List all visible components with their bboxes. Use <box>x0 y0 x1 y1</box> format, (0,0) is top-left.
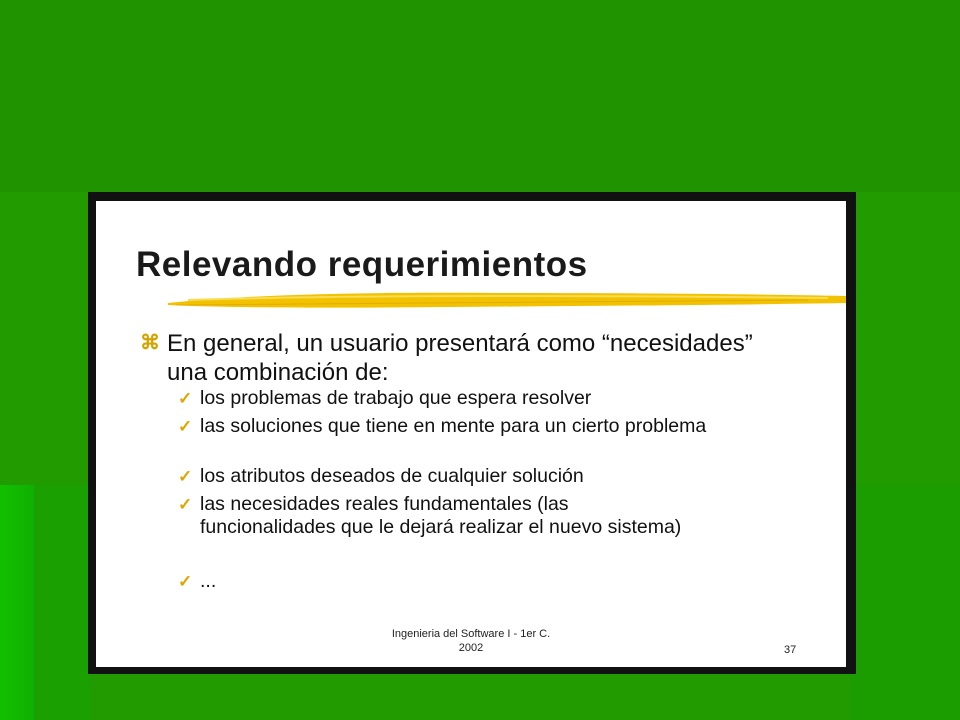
background-right-panel <box>850 485 960 720</box>
command-symbol-icon: ⌘ <box>140 332 160 354</box>
checkmark-icon: ✓ <box>178 495 193 514</box>
intro-text: En general, un usuario presentará como “necesidades” una combinación de: <box>167 330 753 386</box>
embedded-slide <box>96 201 846 667</box>
checkmark-icon: ✓ <box>178 467 193 486</box>
slide-footer <box>346 627 596 655</box>
background-left-strip <box>0 485 34 720</box>
yellow-brush-stroke-icon <box>168 287 846 311</box>
list-item-text: las soluciones que tiene en mente para un cierto problema <box>200 415 707 437</box>
footer-year: 2002 <box>458 642 484 654</box>
checkmark-icon: ✓ <box>178 572 193 591</box>
footer-course: Ingenieria del Software I - 1er C. <box>391 628 551 640</box>
list-item-text: los problemas de trabajo que espera resolver <box>200 387 592 409</box>
page-number: 37 <box>784 644 797 656</box>
slide-title: Relevando requerimientos <box>136 245 588 284</box>
background-top <box>0 0 960 192</box>
list-item-text: las necesidades reales fundamentales (las funcionalidades que le dejará realizar el nuevo sistema) <box>200 493 682 538</box>
list-item-text: ... <box>200 570 217 592</box>
checkmark-icon: ✓ <box>178 389 193 408</box>
background-left-panel <box>34 485 90 720</box>
checkmark-icon: ✓ <box>178 417 193 436</box>
list-item-text: los atributos deseados de cualquier solución <box>200 465 584 487</box>
